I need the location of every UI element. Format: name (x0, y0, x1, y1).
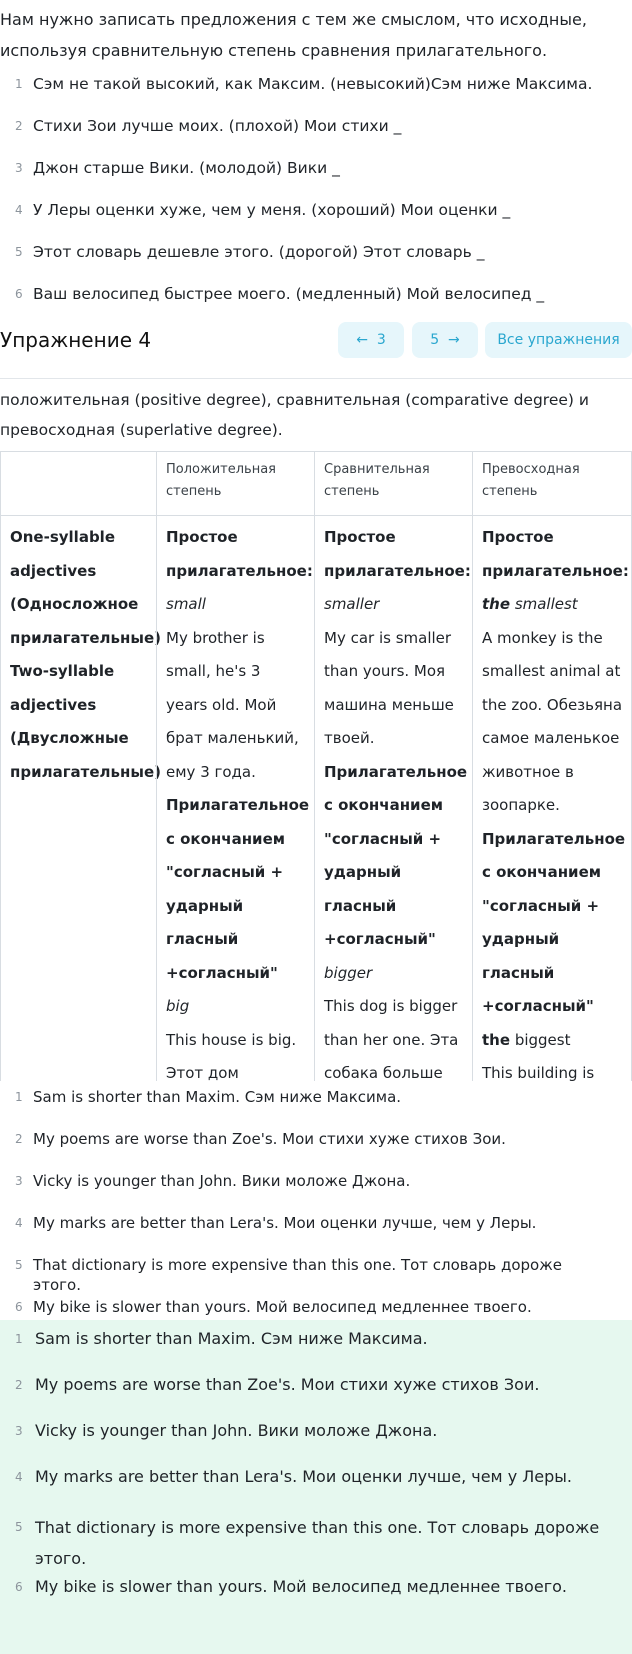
list-item (0, 1576, 632, 1622)
item-text: My bike is slower than yours. Мой велосипед медленнее твоего. (35, 1577, 567, 1596)
cut-off-text: Этот дом (166, 1064, 239, 1081)
item-text: My poems are worse than Zoe's. Мои стихи хуже стихов Зои. (33, 1130, 506, 1148)
table-column-comparative (314, 452, 472, 1081)
ending-example-word (482, 1024, 623, 1058)
simple-adjective-label: Простое прилагательное: (482, 528, 629, 580)
list-item (0, 114, 610, 156)
cut-off-text: собака больше (324, 1064, 443, 1081)
list-item (0, 156, 610, 198)
list-item (0, 1129, 610, 1171)
exercise-header (0, 322, 632, 366)
list-item (0, 1213, 610, 1255)
list-item (0, 1087, 610, 1129)
list-item (0, 1328, 632, 1374)
example-sentence: My brother is small, he's 3 years old. Мой брат маленький, ему 3 года. (166, 628, 299, 781)
ending-adjective-label: Прилагательное с окончанием "согласный + ударный гласный +согласный" (166, 796, 310, 982)
list-item (0, 1374, 632, 1420)
arrow-right-icon: → (448, 332, 460, 348)
prev-exercise-button[interactable] (338, 322, 404, 358)
item-number: 5 (15, 1520, 23, 1534)
list-item (0, 1420, 632, 1466)
list-item (0, 1255, 610, 1297)
one-syllable-label: One-syllable adjectives (Односложное прилагательные) (10, 528, 161, 647)
item-text: My marks are better than Lera's. Мои оценки лучше, чем у Леры. (33, 1214, 537, 1232)
table-column-type (0, 452, 161, 1081)
divider (0, 378, 632, 379)
list-item (0, 1512, 632, 1576)
example-word: smaller (324, 595, 380, 613)
example-word (482, 588, 623, 622)
item-number: 6 (15, 1300, 23, 1314)
item-text: Сэм не такой высокий, как Максим. (невысокий)Сэм ниже Максима. (33, 75, 593, 93)
item-text: У Леры оценки хуже, чем у меня. (хороший) Мои оценки _ (33, 201, 511, 219)
arrow-left-icon: ← (356, 332, 368, 348)
item-text: My poems are worse than Zoe's. Мои стихи хуже стихов Зои. (35, 1375, 540, 1394)
item-number: 3 (15, 1174, 23, 1188)
item-number: 4 (15, 1216, 23, 1230)
item-text: Vicky is younger than John. Вики моложе Джона. (35, 1421, 438, 1440)
item-text: Vicky is younger than John. Вики моложе Джона. (33, 1172, 411, 1190)
simple-adjective-label: Простое прилагательное: (166, 528, 313, 580)
item-text: Sam is shorter than Maxim. Сэм ниже Максима. (33, 1088, 402, 1106)
item-number: 5 (15, 245, 23, 259)
simple-adjective-label: Простое прилагательное: (324, 528, 471, 580)
list-item (0, 72, 610, 114)
example-word: small (166, 595, 206, 613)
item-number: 2 (15, 1132, 23, 1146)
example-sentence: A monkey is the smallest animal at the zoo. Обезьяна самое маленькое животное в зоопарке. (482, 628, 623, 814)
table-header-cell: Превосходная степень (482, 462, 580, 499)
degrees-table (0, 451, 632, 1081)
all-exercises-button[interactable]: Все упражнения (485, 322, 632, 358)
item-text: Ваш велосипед быстрее моего. (медленный) Мой велосипед _ (33, 285, 545, 303)
two-syllable-label: Two-syllable adjectives (Двусложные прилагательные) (10, 662, 161, 781)
item-text: My bike is slower than yours. Мой велосипед медленнее твоего. (33, 1298, 532, 1316)
table-header-cell: Положительная степень (166, 462, 276, 499)
list-item (0, 1171, 610, 1213)
ending-example-sentence: This house is big. (166, 1030, 297, 1049)
item-number: 6 (15, 287, 23, 301)
item-number: 6 (15, 1580, 23, 1594)
next-exercise-label: 5 (430, 332, 440, 348)
ending-example-word: bigger (324, 963, 373, 982)
item-number: 1 (15, 1332, 23, 1346)
next-exercise-button[interactable] (412, 322, 478, 358)
item-text: Sam is shorter than Maxim. Сэм ниже Максима. (35, 1329, 428, 1348)
table-header-cell: Сравнительная степень (324, 462, 430, 499)
task-list (0, 72, 610, 324)
item-text: That dictionary is more expensive than this one. Тот словарь дороже этого. (33, 1256, 562, 1294)
item-text: Этот словарь дешевле этого. (дорогой) Этот словарь _ (33, 243, 485, 261)
item-number: 2 (15, 1378, 23, 1392)
item-number: 4 (15, 203, 23, 217)
item-number: 3 (15, 161, 23, 175)
item-number: 1 (15, 77, 23, 91)
list-item (0, 1466, 632, 1512)
item-text: My marks are better than Lera's. Мои оценки лучше, чем у Леры. (35, 1467, 573, 1486)
table-column-positive (156, 452, 314, 1081)
ending-example-sentence: This dog is bigger than her one. Эта (324, 997, 459, 1049)
example-word-text: smallest (514, 595, 578, 613)
intro-text: Нам нужно записать предложения с тем же смыслом, что исходные, используя сравнительную степень сравнения прилагательного. (0, 10, 587, 60)
item-number: 3 (15, 1424, 23, 1438)
item-text: That dictionary is more expensive than this one. Тот словарь дороже этого. (35, 1518, 600, 1568)
ending-adjective-label: Прилагательное с окончанием "согласный + ударный гласный +согласный" (324, 762, 468, 948)
highlighted-answer-list (0, 1328, 632, 1622)
exercise-title: Упражнение 4 (0, 328, 152, 352)
ending-adjective-label: Прилагательное с окончанием "согласный + ударный гласный +согласный" (482, 829, 626, 1015)
item-number: 2 (15, 119, 23, 133)
answer-list (0, 1087, 610, 1339)
table-intro-text: положительная (positive degree), сравнительная (comparative degree) и превосходная (superlative degree). (0, 391, 589, 439)
item-number: 4 (15, 1470, 23, 1484)
table-header-cell (10, 459, 148, 515)
item-text: Стихи Зои лучше моих. (плохой) Мои стихи _ (33, 117, 402, 135)
cut-off-text: This building is (482, 1064, 595, 1081)
item-number: 5 (15, 1258, 23, 1272)
example-sentence: My car is smaller than yours. Моя машина меньше твоей. (324, 628, 454, 747)
list-item (0, 282, 610, 324)
ending-word-text: biggest (514, 1030, 571, 1049)
list-item (0, 198, 610, 240)
table-column-superlative (472, 452, 632, 1081)
list-item (0, 240, 610, 282)
item-number: 1 (15, 1090, 23, 1104)
ending-example-word: big (166, 997, 190, 1015)
prev-exercise-label: 3 (376, 332, 386, 348)
article-the: the (482, 595, 511, 613)
article-the: the (482, 1030, 511, 1049)
item-text: Джон старше Вики. (молодой) Вики _ (33, 159, 340, 177)
